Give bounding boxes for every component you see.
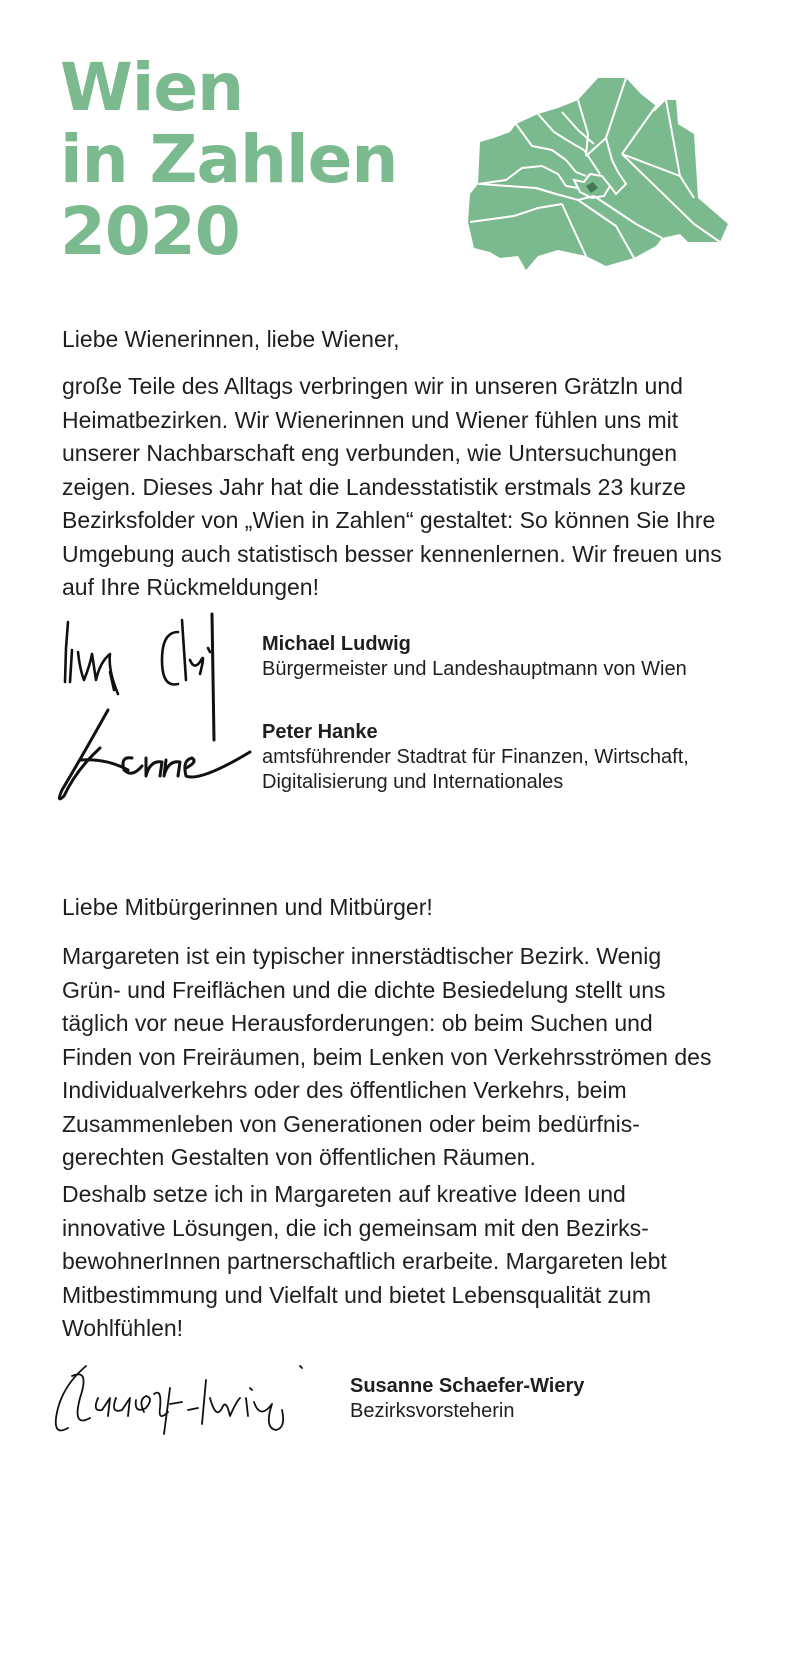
title-line: Wien xyxy=(60,49,244,126)
page-title xyxy=(60,49,398,270)
signer-name: Michael Ludwig xyxy=(262,633,411,655)
letter-1-body: große Teile des Alltags verbringen wir in unseren Grätzln und Heimatbezirken. Wir Wienerinnen und Wiener fühlen uns mit unserer Nachbarschaft eng verbunden, wie Untersuchungen zeigen. Dieses Jahr hat die Landesstatistik erstmals 23 kurze Bezirksfolder von „Wien in Zahlen“ gestaltet: So können Sie Ihre Umgebung auch statistisch besser kennenlernen. Wir freuen uns auf Ihre Rückmeldungen! xyxy=(62,373,722,600)
title-line: in Zahlen xyxy=(60,121,398,198)
signer-role: Bürgermeister und Landeshauptmann von Wien xyxy=(262,658,687,680)
signer-name: Susanne Schaefer-Wiery xyxy=(350,1375,585,1397)
signer-role: Bezirksvorsteherin xyxy=(350,1400,515,1422)
signer-role: amtsführender Stadtrat für Finanzen, Wirtschaft, Digitalisierung und Internationales xyxy=(262,746,689,793)
greeting-1: Liebe Wienerinnen, liebe Wiener, xyxy=(62,326,400,352)
signature-ludwig-hanke xyxy=(50,610,255,805)
signature-schaefer-wiery xyxy=(50,1358,330,1448)
letter-2-body-2: Deshalb setze ich in Margareten auf kreative Ideen und innovative Lösungen, die ich gemeinsam mit den BezirksbewohnerInnen partnerschaftlich erarbeite. Margareten lebt Mitbestimmung und Vielfalt und bietet Lebensqualität zum Wohlfühlen! xyxy=(62,1181,667,1341)
vienna-districts-map-icon xyxy=(466,76,728,276)
signer-ludwig xyxy=(262,632,687,682)
signer-schaefer-wiery xyxy=(350,1374,584,1424)
signer-hanke xyxy=(262,720,732,795)
letter-2-body-1: Margareten ist ein typischer innerstädtischer Bezirk. Wenig Grün- und Freiflächen und die dichte Besiedelung stellt uns täglich vor neue Herausforderungen: ob beim Suchen und Finden von Freiräumen, beim Lenken von Verkehrsströmen des Individualverkehrs oder des öffentlichen Verkehrs, beim Zusammenleben von Generationen oder beim bedürfnisgerechten Gestalten von öffentlichen Räumen. xyxy=(62,943,712,1170)
greeting-2: Liebe Mitbürgerinnen und Mitbürger! xyxy=(62,894,433,920)
signer-name: Peter Hanke xyxy=(262,721,378,743)
title-line: 2020 xyxy=(60,193,240,270)
